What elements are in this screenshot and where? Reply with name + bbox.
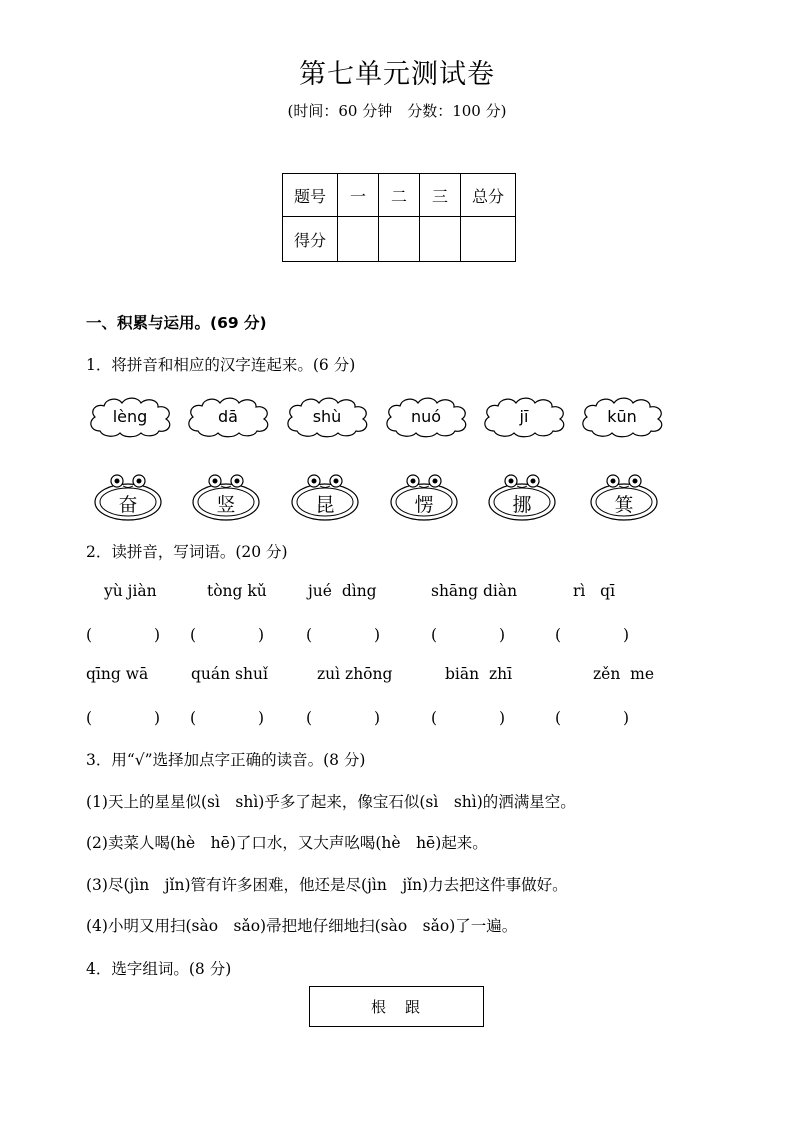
character-text: 挪 [512,494,532,516]
answer-blank[interactable]: ( ) [306,709,381,727]
character-text: 奋 [118,494,138,516]
pinyin-word: qīng wā [86,665,149,683]
score-table-header-row [283,174,516,217]
character-frog[interactable] [290,472,360,522]
question-3-label: 3．用“√”选择加点字正确的读音。(8 分) [86,751,366,769]
question-3-item: (3)尽(jìn jǐn)管有许多困难，他还是尽(jìn jǐn)力去把这件事做好。 [86,876,568,894]
score-header-cell: 二 [379,174,420,217]
question-3-item: (4)小明又用扫(sào sǎo)帚把地仔细地扫(sào sǎo)了一遍。 [86,917,518,935]
character-text: 昆 [315,494,335,516]
pinyin-cloud[interactable] [283,395,371,439]
pinyin-text: jī [519,407,529,426]
character-frog[interactable] [93,472,163,522]
score-header-cell: 总分 [461,174,516,217]
word-choice-box: 根 跟 [309,986,484,1027]
question-1-label: 1．将拼音和相应的汉字连起来。(6 分) [86,356,356,374]
answer-blank[interactable]: ( ) [431,709,506,727]
answer-blank[interactable]: ( ) [190,626,265,644]
character-frog[interactable] [191,472,261,522]
answer-blank[interactable]: ( ) [431,626,506,644]
answer-blank[interactable]: ( ) [86,709,161,727]
score-cell[interactable] [461,217,516,262]
score-header-cell: 一 [338,174,379,217]
pinyin-word: biān zhī [445,665,513,683]
answer-blank[interactable]: ( ) [555,626,630,644]
section-1-heading: 一、积累与运用。(69 分) [86,314,267,332]
pinyin-text: lèng [112,407,148,426]
pinyin-word: quán shuǐ [191,665,268,683]
score-header-cell: 题号 [283,174,338,217]
pinyin-text: dā [218,407,238,426]
pinyin-text: nuó [410,407,442,426]
score-table [282,173,516,262]
answer-blank[interactable]: ( ) [306,626,381,644]
answer-blank[interactable]: ( ) [555,709,630,727]
pinyin-cloud[interactable] [480,395,568,439]
score-cell[interactable] [379,217,420,262]
pinyin-text: shù [312,407,342,426]
score-cell[interactable] [338,217,379,262]
score-cell[interactable] [420,217,461,262]
pinyin-cloud[interactable] [184,395,272,439]
question-3-item: (2)卖菜人喝(hè hē)了口水，又大声吆喝(hè hē)起来。 [86,834,488,852]
pinyin-word: jué dìng [308,582,377,600]
pinyin-word: tòng kǔ [207,582,267,600]
score-row-label: 得分 [283,217,338,262]
answer-blank[interactable]: ( ) [86,626,161,644]
pinyin-cloud[interactable] [382,395,470,439]
pinyin-word: zuì zhōng [317,665,393,683]
pinyin-word: zěn me [593,665,655,683]
pinyin-cloud[interactable] [578,395,666,439]
page-title: 第七单元测试卷 [299,59,495,90]
character-text: 愣 [414,494,434,516]
question-3-item: (1)天上的星星似(sì shì)乎多了起来，像宝石似(sì shì)的洒满星空。 [86,793,576,811]
character-frog[interactable] [389,472,459,522]
character-frog[interactable] [487,472,557,522]
character-text: 箕 [614,494,634,516]
question-4-label: 4．选字组词。(8 分) [86,960,232,978]
pinyin-word: yù jiàn [104,582,157,600]
score-header-cell: 三 [420,174,461,217]
exam-subtitle: (时间：60 分钟 分数：100 分) [287,102,507,120]
question-2-label: 2．读拼音，写词语。(20 分) [86,543,288,561]
pinyin-word: shāng diàn [431,582,518,600]
character-text: 竖 [216,494,236,516]
pinyin-text: kūn [607,407,637,426]
pinyin-cloud[interactable] [86,395,174,439]
character-frog[interactable] [589,472,659,522]
score-table-score-row [283,217,516,262]
answer-blank[interactable]: ( ) [190,709,265,727]
pinyin-word: rì qī [573,582,616,600]
